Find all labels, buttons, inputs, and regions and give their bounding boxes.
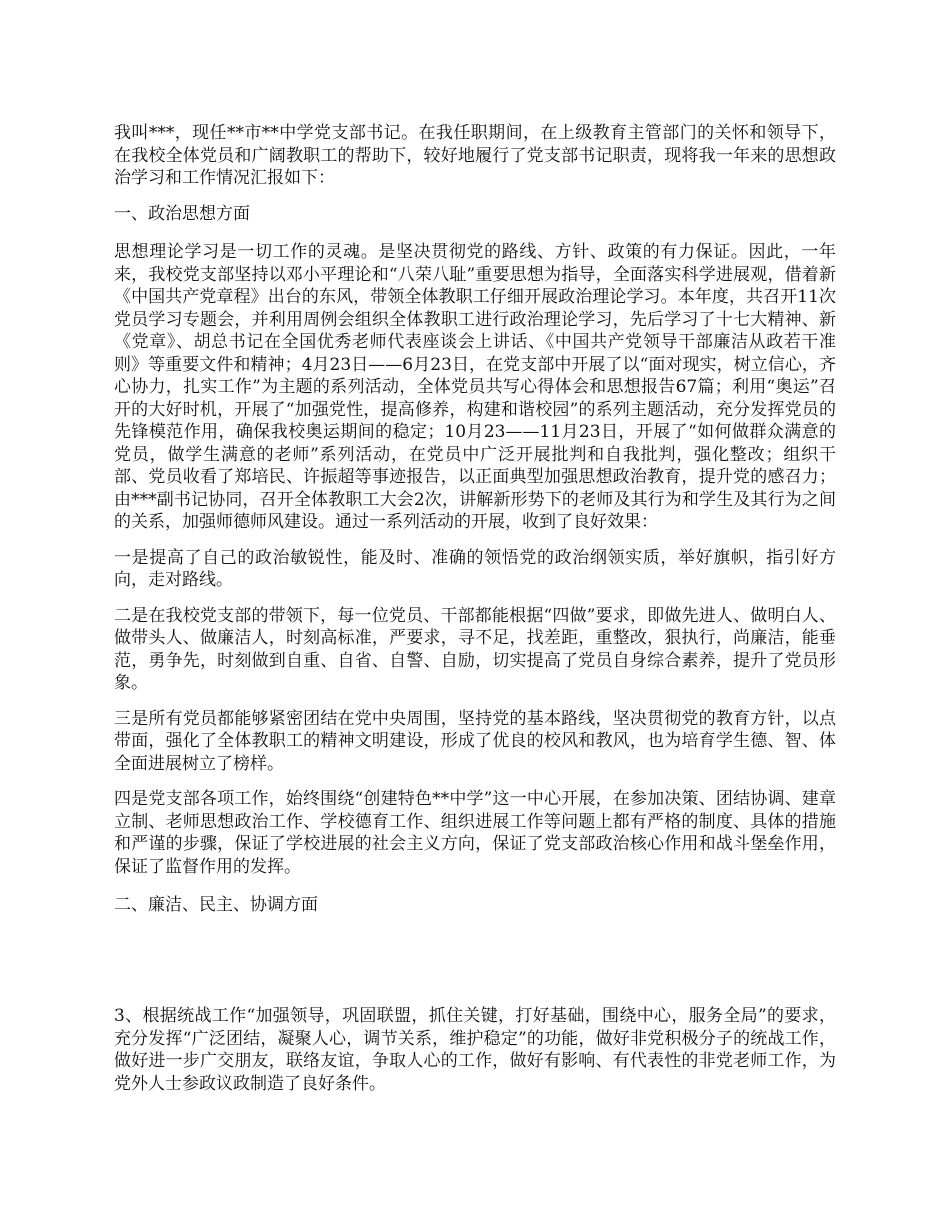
- section-heading-political: 一、政治思想方面: [114, 203, 250, 224]
- section-heading-integrity: 二、廉洁、民主、协调方面: [114, 895, 318, 915]
- paragraph-result-four: 四是党支部各项工作，始终围绕“创建特色**中学”这一中心开展，在参加决策、团结协调、建章立制、老师思想政治工作、学校德育工作、组织进展工作等问题上都有严格的制度、具体的措施和严谨的步骤，保证了学校进展的社会主义方向，保证了党支部政治核心作用和战斗堡垒作用，保证了监督作用的发挥。: [114, 789, 836, 877]
- paragraph-result-one: 一是提高了自己的政治敏锐性，能及时、准确的领悟党的政治纲领实质，举好旗帜，指引好方向，走对路线。: [114, 547, 836, 590]
- paragraph-united-front: 3、根据统战工作“加强领导，巩固联盟，抓住关键，打好基础，围绕中心，服务全局”的要求，充分发挥“广泛团结，凝聚人心，调节关系，维护稳定”的功能，做好非党积极分子的统战工作，做好进一步广交朋友，联络友谊，争取人心的工作，做好有影响、有代表性的非党老师工作，为党外人士参政议政制造了良好条件。: [114, 1006, 836, 1094]
- intro-paragraph: 我叫***，现任**市**中学党支部书记。在我任职期间，在上级教育主管部门的关怀和领导下，在我校全体党员和广阔教职工的帮助下，较好地履行了党支部书记职责，现将我一年来的思想政治学习和工作情况汇报如下：: [114, 123, 836, 188]
- paragraph-result-two: 二是在我校党支部的带领下，每一位党员、干部都能根据“四做”要求，即做先进人、做明白人、做带头人、做廉洁人，时刻高标准，严要求，寻不足，找差距，重整改，狠执行，尚廉洁，能垂范，勇争先，时刻做到自重、自省、自警、自励，切实提高了党员自身综合素养，提升了党员形象。: [114, 605, 836, 693]
- document-page: [114, 122, 836, 917]
- document-page-continued: [114, 1005, 836, 1095]
- paragraph-result-three: 三是所有党员都能够紧密团结在党中央周围，坚持党的基本路线，坚决贯彻党的教育方针，以点带面，强化了全体教职工的精神文明建设，形成了优良的校风和教风，也为培育学生德、智、体全面进展树立了榜样。: [114, 708, 836, 774]
- paragraph-theory-study: 思想理论学习是一切工作的灵魂。是坚决贯彻党的路线、方针、政策的有力保证。因此，一年来，我校党支部坚持以邓小平理论和“八荣八耻”重要思想为指导，全面落实科学进展观，借着新《中国共产党章程》出台的东风，带领全体教职工仔细开展政治理论学习。本年度，共召开11次党员学习专题会，并利用周例会组织全体教职工进行政治理论学习，先后学习了十七大精神、新《党章》、胡总书记在全国优秀老师代表座谈会上讲话、《中国共产党领导干部廉洁从政若干准则》等重要文件和精神；4月23日——6月23日，在党支部中开展了以“面对现实，树立信心，齐心协力，扎实工作”为主题的系列活动，全体党员共写心得体会和思想报告67篇；利用“奥运”召开的大好时机，开展了“加强党性，提高修养，构建和谐校园”的系列主题活动，充分发挥党员的先锋模范作用，确保我校奥运期间的稳定；10月23——11月23日，开展了“如何做群众满意的党员，做学生满意的老师”系列活动，在党员中广泛开展批判和自我批判，强化整改；组织干部、党员收看了郑培民、许振超等事迹报告，以正面典型加强思想政治教育，提升党的感召力；由***副书记协同，召开全体教职工大会2次，讲解新形势下的老师及其行为和学生及其行为之间的关系，加强师德师风建设。通过一系列活动的开展，收到了良好效果：: [114, 242, 836, 532]
